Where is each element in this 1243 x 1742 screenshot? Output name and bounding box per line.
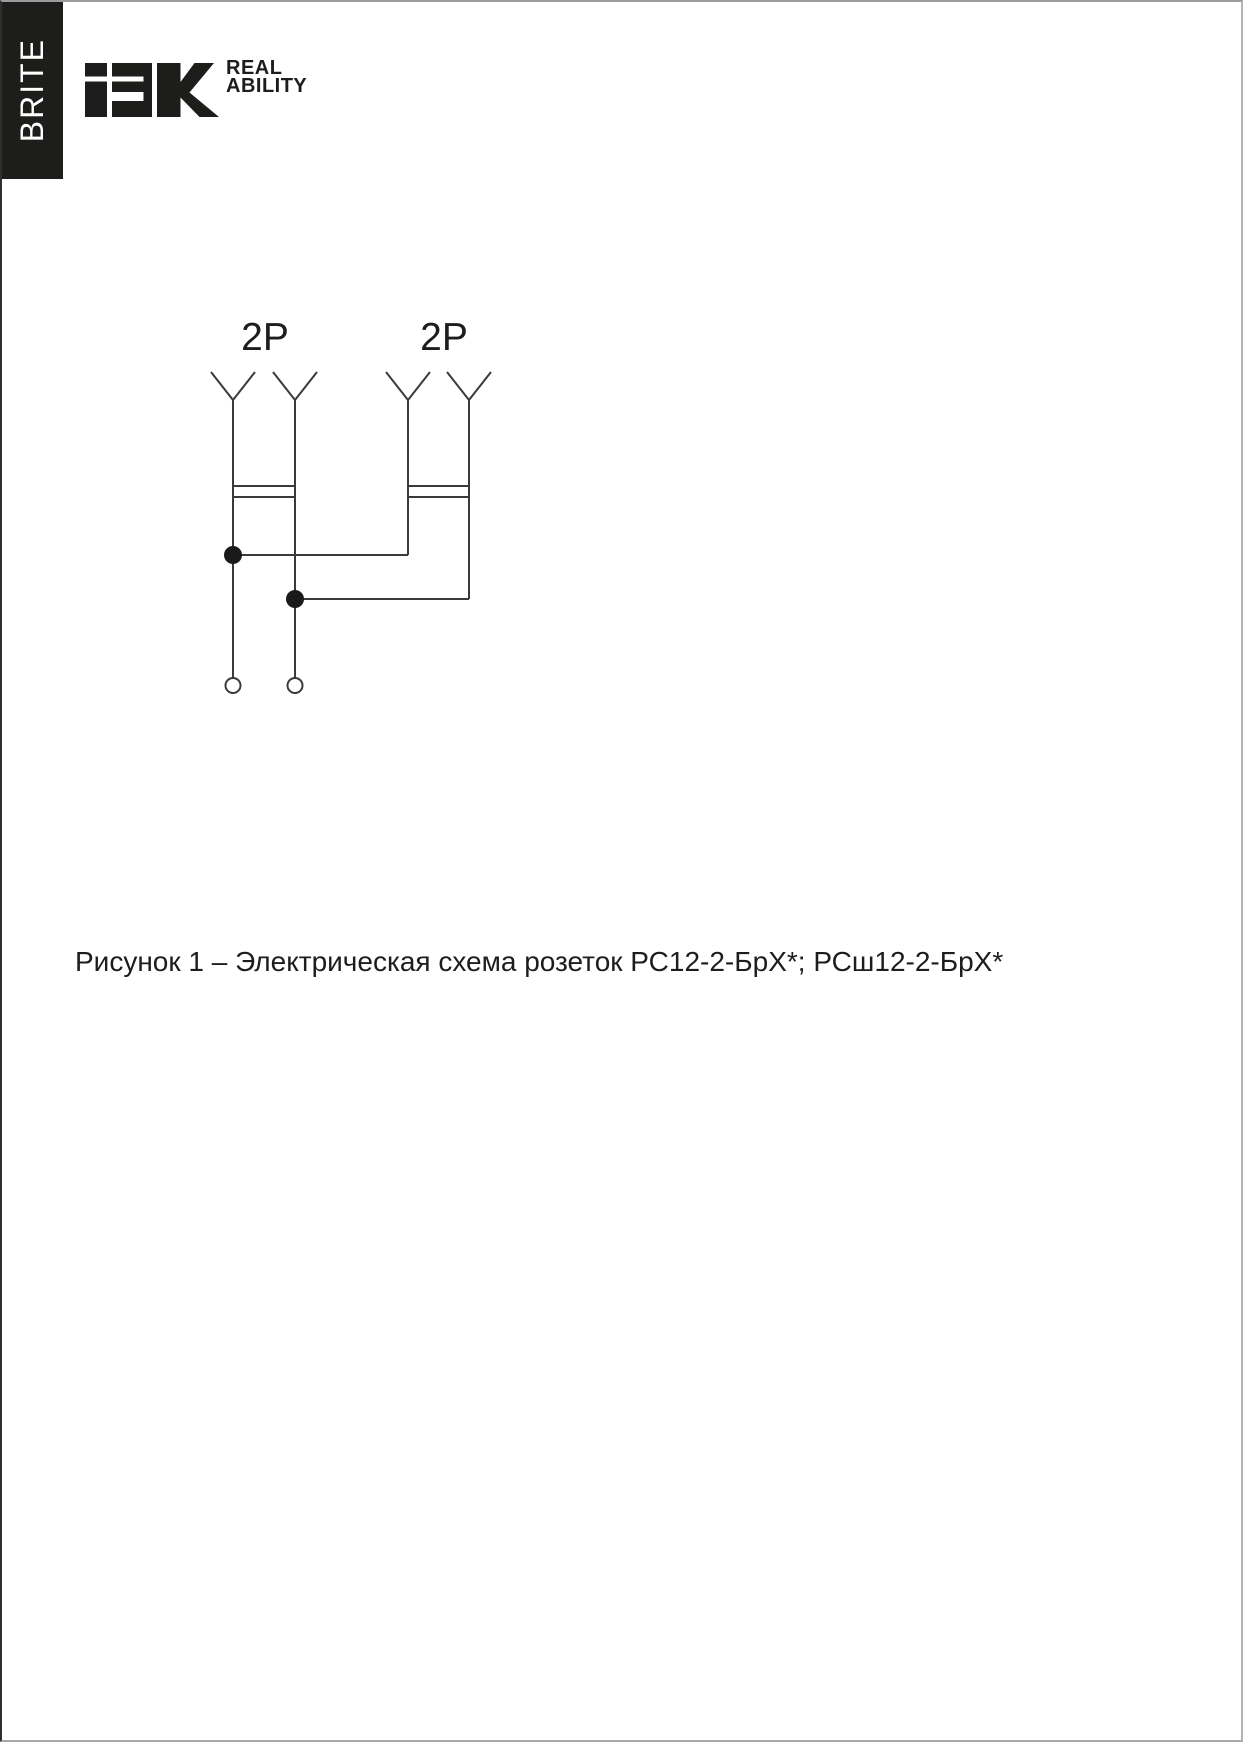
brite-tab-label: BRITE — [14, 38, 50, 143]
plug-contact-icon — [211, 372, 255, 400]
terminal-circle — [226, 678, 241, 693]
pole-label-right: 2P — [420, 316, 468, 359]
brand-tagline-line1: REAL — [226, 57, 283, 79]
wiring-diagram-svg — [2, 2, 1243, 1742]
brand-tagline-line2: ABILITY — [226, 75, 308, 97]
pole-label-left: 2P — [241, 316, 289, 359]
junction-dot — [224, 546, 242, 564]
plug-contact-icon — [386, 372, 430, 400]
terminal-circle — [288, 678, 303, 693]
plug-contact-icon — [447, 372, 491, 400]
junction-dot — [286, 590, 304, 608]
wires-group — [211, 372, 491, 678]
plug-contact-icon — [273, 372, 317, 400]
brite-side-tab — [2, 2, 63, 179]
figure-caption: Рисунок 1 – Электрическая схема розеток РС12-2-БрХ*; РСш12-2-БрХ* — [75, 946, 1004, 977]
